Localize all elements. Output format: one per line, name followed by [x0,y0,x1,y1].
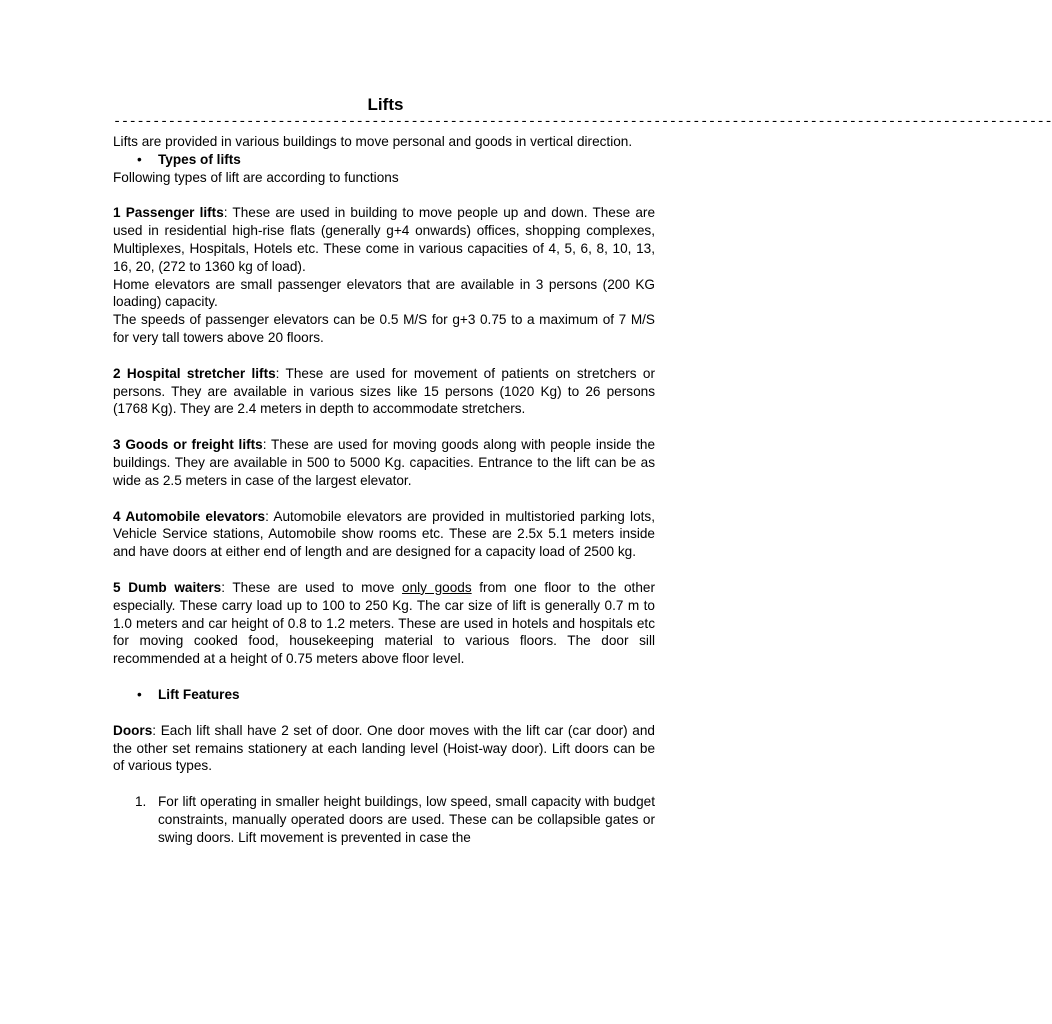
automobile-paragraph [113,508,655,561]
dumb-waiter-paragraph [113,579,655,668]
hospital-label: 2 Hospital stretcher lifts [113,365,276,381]
doors-paragraph [113,722,655,775]
automobile-text: : Automobile elevators are provided in multistoried parking lots, Vehicle Service stations, Automobile show rooms etc. These are 2.5x 5.1 meters inside and have doors at either end of length and are designed for a capacity load of 2500 kg. [113,508,655,560]
goods-paragraph [113,436,655,489]
goods-label: 3 Goods or freight lifts [113,437,263,453]
dumb-waiter-underlined: only goods [402,579,472,595]
dumb-waiter-text-before: : These are used to move [221,579,403,595]
dumb-waiter-text-after: from one floor to the other especially. These carry load up to 100 to 250 Kg. The car size of lift is generally 0.7 m to 1.0 meters and car height of 0.8 to 1.2 meters. These are used in hotels and hospitals etc for moving cooked food, housekeeping material to various floors. The door sill recommended at a height of 0.75 meters above floor level. [113,579,655,667]
doors-text: : Each lift shall have 2 set of door. One door moves with the lift car (car door) and the other set remains stationery at each landing level (Hoist-way door). Lift doors can be of various types. [113,722,655,774]
passenger-label: 1 Passenger lifts [113,205,224,221]
list-item [113,793,655,846]
types-intro: Following types of lift are according to functions [113,169,399,185]
divider-line: ------------------------------------------------------------------------------------------------------------------------ [113,115,1052,130]
page-title: Lifts [367,95,404,114]
home-elevator-paragraph: Home elevators are small passenger elevators that are available in 3 persons (200 KG loading) capacity. [113,276,655,310]
dumb-waiter-label: 5 Dumb waiters [113,579,222,595]
bullet-icon: • [137,151,142,167]
types-heading [113,151,655,169]
features-heading [113,686,655,704]
speed-paragraph: The speeds of passenger elevators can be 0.5 M/S for g+3 0.75 to a maximum of 7 M/S for very tall towers above 20 floors. [113,312,655,345]
document-body [113,94,1052,847]
features-heading-label: Lift Features [158,686,240,702]
passenger-text: : These are used in building to move people up and down. These are used in residential high-rise flats (generally g+4 onwards) offices, shopping complexes, Multiplexes, Hospitals, Hotels etc. These come in various capacities of 4, 5, 6, 8, 10, 13, 16, 20, (272 to 1360 kg of load). [113,205,656,274]
hospital-text: : These are used for movement of patients on stretchers or persons. They are available in various sizes like 15 persons (1020 Kg) to 26 persons (1768 Kg). They are 2.4 meters in depth to accommodate stretchers. [113,365,655,417]
bullet-icon: • [137,686,142,702]
types-heading-label: Types of lifts [158,151,241,167]
list-item-text: For lift operating in smaller height buildings, low speed, small capacity with budget constraints, manually operated doors are used. These can be collapsible gates or swing doors. Lift movement is prevented in case the [158,794,655,845]
passenger-paragraph [113,204,655,275]
hospital-paragraph [113,365,655,418]
goods-text: : These are used for moving goods along with people inside the buildings. They are available in 500 to 5000 Kg. capacities. Entrance to the lift can be as wide as 2.5 meters in case of the largest elevator. [113,437,656,488]
automobile-label: 4 Automobile elevators [113,508,266,524]
list-item-number: 1. [135,794,147,810]
intro-paragraph: Lifts are provided in various buildings to move personal and goods in vertical direction. [113,134,633,149]
doors-label: Doors [113,722,153,738]
